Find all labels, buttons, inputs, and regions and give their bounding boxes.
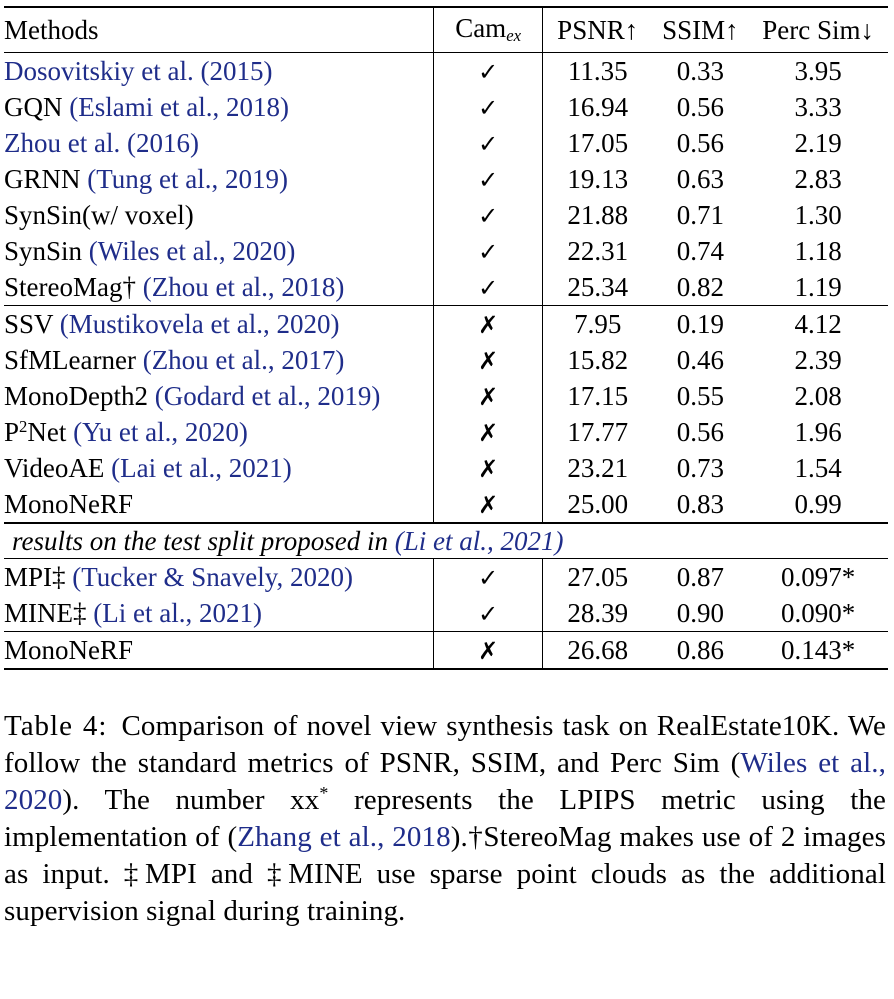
perc-sim-cell: 1.19 xyxy=(748,269,888,306)
citation-link[interactable]: (Lai et al., 2021) xyxy=(111,452,292,483)
citation-link[interactable]: Wiles et al., 2020 xyxy=(4,747,886,816)
cam-ex-cell xyxy=(434,125,543,161)
psnr-cell: 28.39 xyxy=(542,595,652,632)
psnr-cell: 25.00 xyxy=(542,486,652,523)
perc-sim-cell: 3.33 xyxy=(794,91,842,122)
cam-ex-cell xyxy=(434,378,543,414)
psnr-cell: 11.35 xyxy=(567,55,628,86)
method-cell xyxy=(4,559,434,596)
cam-ex-cell xyxy=(434,233,543,269)
method-name: StereoMag† xyxy=(4,271,136,302)
ssim-cell: 0.56 xyxy=(676,416,725,447)
method-name: SynSin xyxy=(4,235,83,266)
psnr-cell: 7.95 xyxy=(574,308,622,339)
ssim-cell: 0.46 xyxy=(676,344,725,375)
citation-link[interactable]: (Zhou et al., 2017) xyxy=(142,344,345,375)
cross-icon: ✗ xyxy=(478,346,499,375)
table-row xyxy=(4,342,888,378)
checkmark-icon: ✓ xyxy=(478,563,499,592)
table-row xyxy=(4,53,888,90)
method-cell xyxy=(4,53,434,90)
perc-sim-cell: 1.96 xyxy=(794,416,842,447)
psnr-cell: 17.05 xyxy=(567,127,629,158)
citation-link[interactable]: (Li et al., 2021) xyxy=(394,525,564,556)
ssim-cell: 0.19 xyxy=(676,308,725,339)
method-name: GQN xyxy=(4,91,63,122)
cam-ex-cell xyxy=(434,269,543,306)
table-row xyxy=(4,233,888,269)
citation-link[interactable]: (Yu et al., 2020) xyxy=(73,416,248,447)
psnr-cell: 21.88 xyxy=(567,199,629,230)
method-cell xyxy=(4,632,434,670)
method-cell xyxy=(4,233,434,269)
cross-icon: ✗ xyxy=(478,490,499,519)
perc-sim-cell: 1.18 xyxy=(794,235,842,266)
caption-text: represents the LPIPS metric using the implementation of ( xyxy=(4,784,887,853)
caption-text: ). The number xx xyxy=(62,784,320,816)
cam-ex-cell xyxy=(434,559,543,596)
checkmark-icon: ✓ xyxy=(478,273,499,302)
ssim-cell: 0.56 xyxy=(676,91,725,122)
table-caption xyxy=(4,708,886,930)
table-row xyxy=(4,89,888,125)
perc-sim-cell: 2.39 xyxy=(794,344,842,375)
method-cell xyxy=(4,414,434,450)
ssim-cell: 0.63 xyxy=(676,163,725,194)
table-row xyxy=(4,486,888,523)
caption-label: Table 4: xyxy=(4,710,108,742)
header-cam-ex: Cam$_{ex}$ xyxy=(434,7,543,53)
cam-ex-cell xyxy=(434,342,543,378)
cam-ex-cell xyxy=(434,486,543,523)
cam-ex-cell xyxy=(434,53,543,90)
checkmark-icon: ✓ xyxy=(478,201,499,230)
method-name: MINE‡ xyxy=(4,597,87,628)
method-name: MonoDepth2 xyxy=(4,380,148,411)
ssim-cell: 0.33 xyxy=(676,55,725,86)
cross-icon: ✗ xyxy=(478,454,499,483)
table-row xyxy=(4,559,888,596)
citation-link[interactable]: (Godard et al., 2019) xyxy=(154,380,381,411)
table-row xyxy=(4,414,888,450)
perc-sim-cell: 0.99 xyxy=(748,486,888,523)
ssim-cell: 0.90 xyxy=(653,595,749,632)
psnr-cell: 23.21 xyxy=(567,452,629,483)
ssim-cell: 0.56 xyxy=(676,127,725,158)
table-row xyxy=(4,161,888,197)
method-cell xyxy=(4,450,434,486)
method-cell xyxy=(4,269,434,306)
perc-sim-cell: 4.12 xyxy=(794,308,842,339)
psnr-cell: 26.68 xyxy=(542,632,652,670)
cross-icon: ✗ xyxy=(478,418,499,447)
ssim-cell: 0.55 xyxy=(676,380,725,411)
perc-sim-cell: 0.097* xyxy=(781,561,856,592)
method-name: SSV xyxy=(4,308,54,339)
method-cell xyxy=(4,89,434,125)
ssim-cell: 0.86 xyxy=(653,632,749,670)
method-name: SynSin(w/ voxel) xyxy=(4,199,194,230)
perc-sim-cell: 0.090* xyxy=(748,595,888,632)
checkmark-icon: ✓ xyxy=(478,57,499,86)
perc-sim-cell: 0.143* xyxy=(748,632,888,670)
results-table xyxy=(4,6,888,670)
header-ssim: SSIM↑ xyxy=(653,7,749,53)
table-row xyxy=(4,595,888,632)
psnr-cell: 16.94 xyxy=(567,91,629,122)
table-row xyxy=(4,125,888,161)
ssim-cell: 0.74 xyxy=(676,235,725,266)
citation-link[interactable]: (Zhou et al., 2018) xyxy=(142,271,345,302)
header-psnr: PSNR↑ xyxy=(542,7,652,53)
checkmark-icon: ✓ xyxy=(478,237,499,266)
method-name: SfMLearner xyxy=(4,344,136,375)
checkmark-icon: ✓ xyxy=(478,599,499,628)
table-row xyxy=(4,632,888,670)
table-note-row xyxy=(4,523,888,559)
header-perc-sim: Perc Sim↓ xyxy=(748,7,888,53)
cam-ex-cell xyxy=(434,161,543,197)
table-row xyxy=(4,450,888,486)
method-cell xyxy=(4,342,434,378)
table-row xyxy=(4,306,888,343)
table-row xyxy=(4,197,888,233)
caption-text: Comparison of novel view synthesis task on RealEstate10K. We follow the standard metrics of PSNR, SSIM, and Perc Sim ( xyxy=(4,710,886,779)
citation-link[interactable]: Zhou et al. (2016) xyxy=(4,127,199,158)
checkmark-icon: ✓ xyxy=(478,165,499,194)
citation-link[interactable]: (Eslami et al., 2018) xyxy=(69,91,289,122)
psnr-cell: 22.31 xyxy=(567,235,629,266)
perc-sim-cell: 2.83 xyxy=(794,163,842,194)
table-row xyxy=(4,269,888,306)
citation-link[interactable]: (Tung et al., 2019) xyxy=(87,163,289,194)
cam-ex-cell xyxy=(434,450,543,486)
ssim-cell: 0.73 xyxy=(676,452,725,483)
cross-icon: ✗ xyxy=(478,382,499,411)
ssim-cell: 0.83 xyxy=(653,486,749,523)
method-cell xyxy=(4,161,434,197)
perc-sim-cell: 1.30 xyxy=(794,199,842,230)
method-name: VideoAE xyxy=(4,452,105,483)
cam-ex-cell xyxy=(434,306,543,343)
checkmark-icon: ✓ xyxy=(478,93,499,122)
method-name: MPI‡ xyxy=(4,561,66,592)
citation-link[interactable]: (Tucker & Snavely, 2020) xyxy=(72,561,353,592)
table-row xyxy=(4,378,888,414)
cam-ex-cell xyxy=(434,595,543,632)
citation-link[interactable]: Zhang et al., 2018 xyxy=(237,821,451,853)
checkmark-icon: ✓ xyxy=(478,129,499,158)
citation-link[interactable]: (Wiles et al., 2020) xyxy=(88,235,296,266)
psnr-cell: 27.05 xyxy=(567,561,629,592)
cam-ex-cell xyxy=(434,414,543,450)
citation-link[interactable]: (Li et al., 2021) xyxy=(93,597,262,628)
psnr-cell: 17.15 xyxy=(567,380,629,411)
table-header-row xyxy=(4,7,888,53)
test-split-note: results on the test split proposed in (Li et al., 2021) xyxy=(4,523,888,559)
method-name: GRNN xyxy=(4,163,81,194)
method-name: MonoNeRF xyxy=(4,634,134,665)
header-methods: Methods xyxy=(4,7,434,53)
cross-icon: ✗ xyxy=(478,310,499,339)
perc-sim-cell: 3.95 xyxy=(794,55,842,86)
cam-ex-cell xyxy=(434,197,543,233)
psnr-cell: 17.77 xyxy=(567,416,629,447)
method-cell xyxy=(4,378,434,414)
ssim-cell: 0.82 xyxy=(653,269,749,306)
method-name: MonoNeRF xyxy=(4,488,134,519)
caption-text: ).†StereoMag makes use of 2 images as input. ‡MPI and ‡MINE use sparse point clouds as the additional supervision signal during training. xyxy=(4,821,887,927)
method-cell xyxy=(4,197,434,233)
method-cell xyxy=(4,306,434,343)
method-name: $P^2Net$ xyxy=(4,416,67,447)
citation-link[interactable]: Dosovitskiy et al. (2015) xyxy=(4,55,273,86)
cam-ex-cell xyxy=(434,632,543,670)
citation-link[interactable]: (Mustikovela et al., 2020) xyxy=(59,308,340,339)
psnr-cell: 19.13 xyxy=(567,163,629,194)
cross-icon: ✗ xyxy=(478,636,499,665)
method-cell xyxy=(4,125,434,161)
method-cell xyxy=(4,595,434,632)
perc-sim-cell: 2.08 xyxy=(794,380,842,411)
cam-ex-cell xyxy=(434,89,543,125)
method-cell xyxy=(4,486,434,523)
ssim-cell: 0.71 xyxy=(676,199,725,230)
psnr-cell: 25.34 xyxy=(542,269,652,306)
perc-sim-cell: 2.19 xyxy=(794,127,842,158)
perc-sim-cell: 1.54 xyxy=(794,452,842,483)
ssim-cell: 0.87 xyxy=(676,561,725,592)
psnr-cell: 15.82 xyxy=(567,344,629,375)
caption-superscript: * xyxy=(319,783,329,804)
